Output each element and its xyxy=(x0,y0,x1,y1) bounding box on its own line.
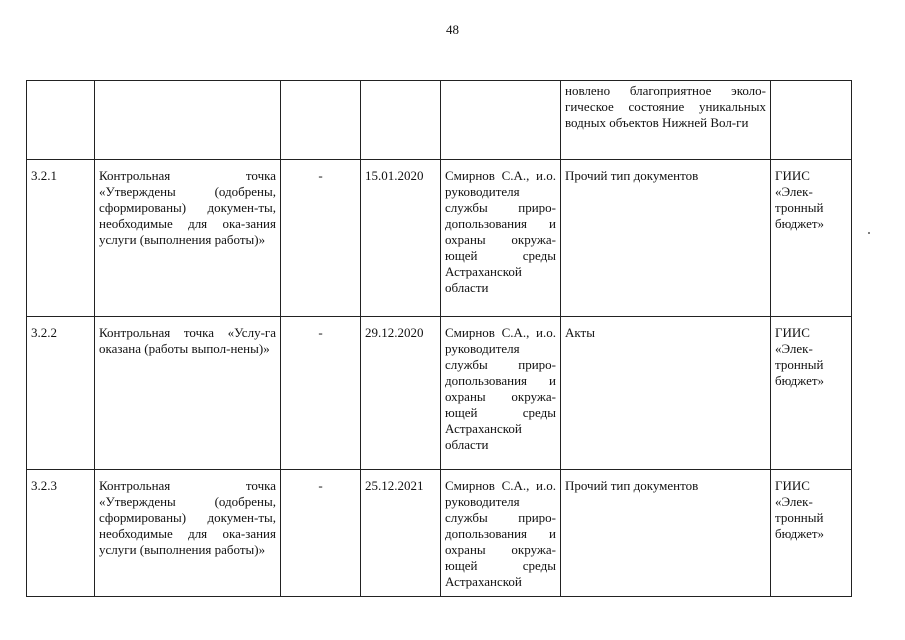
table-row-continuation xyxy=(27,81,852,160)
responsible-person: Смирнов С.А., и.о. руководителя службы приро-допользования и охраны окружа-ющей среды Астраханской области xyxy=(441,160,561,317)
end-date: 25.12.2021 xyxy=(361,470,441,597)
row-number: 3.2.2 xyxy=(27,317,95,470)
event-description: Контрольная точка «Утверждены (одобрены, сформированы) докумен-ты, необходимые для ока-зания услуги (выполнения работы)» xyxy=(95,470,281,597)
responsible-person: Смирнов С.А., и.о. руководителя службы приро-допользования и охраны окружа-ющей среды Астраханской области xyxy=(441,317,561,470)
information-system: ГИИС «Элек-тронный бюджет» xyxy=(771,317,852,470)
table-row xyxy=(27,160,852,317)
end-date: 29.12.2020 xyxy=(361,317,441,470)
start-date: - xyxy=(281,317,361,470)
cell-end xyxy=(361,81,441,160)
table-row xyxy=(27,470,852,597)
information-system: ГИИС «Элек-тронный бюджет» xyxy=(771,160,852,317)
document-type: Прочий тип документов xyxy=(561,160,771,317)
start-date: - xyxy=(281,470,361,597)
row-number: 3.2.3 xyxy=(27,470,95,597)
page-number: 48 xyxy=(446,22,459,37)
table-row xyxy=(27,317,852,470)
cell-event xyxy=(95,81,281,160)
information-system: ГИИС «Элек-тронный бюджет» xyxy=(771,470,852,597)
cell-num xyxy=(27,81,95,160)
event-description: Контрольная точка «Утверждены (одобрены, сформированы) докумен-ты, необходимые для ока-зания услуги (выполнения работы)» xyxy=(95,160,281,317)
document-type: Акты xyxy=(561,317,771,470)
cell-system xyxy=(771,81,852,160)
control-points-table xyxy=(26,80,852,597)
cell-result: новлено благоприятное эколо-гическое состояние уникальных водных объектов Нижней Вол-ги xyxy=(561,81,771,160)
end-date: 15.01.2020 xyxy=(361,160,441,317)
event-description: Контрольная точка «Услу-га оказана (работы выпол-нены)» xyxy=(95,317,281,470)
cell-start xyxy=(281,81,361,160)
start-date: - xyxy=(281,160,361,317)
scan-speck xyxy=(868,232,870,234)
document-type: Прочий тип документов xyxy=(561,470,771,597)
responsible-person: Смирнов С.А., и.о. руководителя службы приро-допользования и охраны окружа-ющей среды Астраханской xyxy=(441,470,561,597)
cell-responsible xyxy=(441,81,561,160)
row-number: 3.2.1 xyxy=(27,160,95,317)
